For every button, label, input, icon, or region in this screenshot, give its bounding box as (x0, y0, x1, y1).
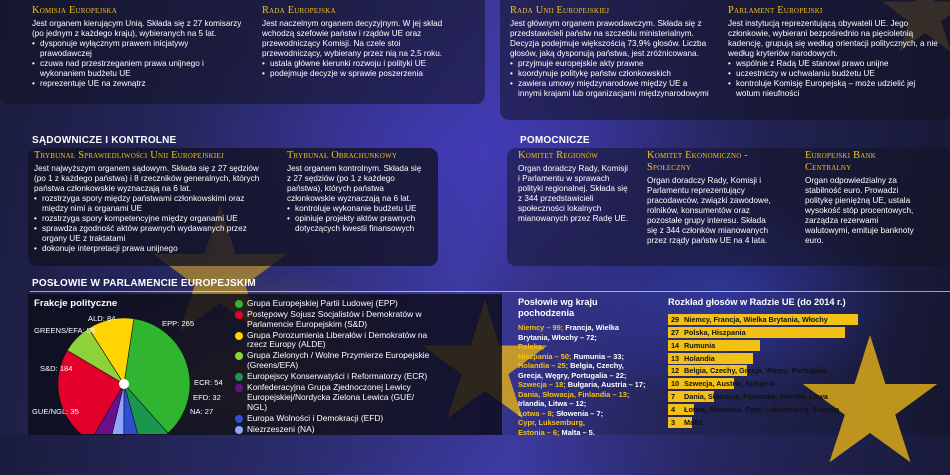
list-item: • uczestniczy w uchwalaniu budżetu UE (728, 69, 938, 79)
list-item: • przyjmuje europejskie akty prawne (510, 59, 710, 69)
votes-bar-13 (668, 353, 813, 364)
pie-label-epp: EPP: 265 (162, 319, 195, 328)
legend-swatch (235, 373, 243, 381)
commission-text: Jest organem kierującym Unią. Składa się z 27 komisarzy (po jednym z każdego kraju), wybieranych na 5 lat. (32, 18, 242, 38)
list-item: • koordynuje politykę państw członkowskich (510, 69, 710, 79)
ecosoc-title: Komitet Ekonomiczno -Społeczny (647, 150, 748, 173)
votes-count: 12 (671, 366, 680, 376)
legend-label: Europejscy Konserwatyści i Reformatorzy (ECR) (247, 371, 428, 382)
judicial-section-title: SĄDOWNICZE I KONTROLNE (32, 135, 177, 146)
auxiliary-section-title: POMOCNICZE (520, 135, 590, 146)
legend-label: Postępowy Sojusz Socjalistów i Demokratów w Parlamencie Europejskim (S&D) (247, 309, 422, 329)
members-highlight: Polska, (518, 342, 544, 352)
council-eu-text: Jest głównym organem prawodawczym. Składa się z przedstawicieli państw na szczeblu ministerialnym. Decyzja podejmuje większością 73,9% głosów. Liczba głosów, jaką dysponują państwa, jest zróżnicowana. (510, 18, 707, 58)
european-council-block (262, 5, 452, 79)
parliament-section-title: POSŁOWIE W PARLAMENCIE EUROPEJSKIM (32, 278, 256, 289)
members-title: Posłowie wg kraju pochodzenia (518, 297, 598, 319)
regions-block (518, 150, 630, 224)
votes-countries: Polska, Hiszpania (684, 328, 746, 338)
list-item: • czuwa nad przestrzeganiem prawa unijnego i wykonaniem budżetu UE (32, 59, 242, 79)
members-highlight: Cypr, Luksemburg, (518, 418, 585, 428)
list-item: • zawiera umowy międzynarodowe między UE a innymi krajami lub organizacjami międzynarodowymi (510, 79, 710, 99)
legend-label: Grupa Zielonych / Wolne Przymierze Europejskie (Greens/EFA) (247, 350, 430, 371)
audit-title: Trybunał Obrachunkowy (287, 150, 398, 161)
court-list (34, 194, 266, 254)
legend-item (235, 351, 435, 370)
list-item: • dokonuje interpretacji prawa unijnego (34, 244, 266, 254)
votes-bar-4 (668, 404, 840, 415)
members-text-part: Malta – 5. (559, 427, 595, 437)
votes-count: 27 (671, 328, 680, 338)
european-council-title: Rada Europejska (262, 5, 336, 16)
commission-list (32, 39, 242, 89)
votes-count: 7 (671, 392, 676, 402)
legend-item (235, 383, 435, 412)
legend-label: Europa Wolności i Demokracji (EFD) (247, 412, 384, 423)
votes-bars (668, 314, 950, 432)
list-item: • rozstrzyga spory kompetencyjne między organami UE (34, 214, 266, 224)
votes-count: 13 (671, 353, 680, 363)
members-highlight: Estonia – 6; (518, 427, 560, 437)
ecosoc-block (647, 150, 777, 246)
votes-count: 14 (671, 340, 680, 350)
votes-countries: Belgia, Czechy, Grecja, Węgry, Portugalia (684, 366, 828, 376)
members-highlight: Dania, Słowacja, Finlandia – 13; (518, 389, 630, 399)
members-highlight: Niemcy – 99; (518, 323, 564, 333)
list-item: • ustala główne kierunki rozwoju i polityki UE (262, 59, 452, 69)
votes-block (668, 297, 950, 432)
list-item: • podejmuje decyzje w sprawie poszerzenia (262, 69, 452, 79)
votes-title: Rozkład głosów w Radzie UE (do 2014 r.) (668, 297, 846, 307)
legend-item (235, 299, 435, 309)
fractions-title: Frakcje polityczne (34, 298, 118, 309)
legend-label: Grupa Porozumienia Liberałów i Demokratów na rzecz Europy (ALDE) (247, 329, 428, 350)
court-text: Jest najwyższym organem sądowym. Składa się z 27 sędziów (po 1 z każdego państwa) i 8 rzeczników generalnych, których państwa członkowskie wyznaczają na 6 lat. (34, 163, 260, 193)
votes-countries: Niemcy, Francja, Wielka Brytania, Włochy (684, 315, 828, 325)
parliament-list (728, 59, 938, 99)
members-highlight: Holandia – 25; (518, 361, 569, 371)
votes-countries: Holandia (684, 353, 715, 363)
european-council-text: Jest naczelnym organem decyzyjnym. W jej skład wchodzą szefowie państw i rządów UE oraz przewodniczący Komisji. Na czele stoi przewodniczący, wybierany przez nią na 2,5 roku. (262, 18, 443, 58)
ecb-block (805, 150, 925, 246)
votes-countries: Łotwa, Słowenia, Cypr, Luksemburg, Estonia (684, 404, 840, 414)
members-text (518, 323, 646, 437)
votes-countries: Dania, Słowacja, Finlandia, Irlandia, Litwa (684, 392, 828, 402)
parliament-title: Parlament Europejski (728, 5, 823, 16)
votes-bar-10 (668, 378, 794, 389)
audit-text: Jest organem kontrolnym. Składa się z 27 sędziów (po 1 z każdego państwa), których państwa członkowskie wyznaczają na 6 lat. (287, 163, 422, 203)
council-eu-title: Rada Unii Europejskiej (510, 5, 610, 16)
pie-label-sd: S&D: 184 (40, 364, 73, 373)
votes-bar-14 (668, 340, 820, 351)
members-text-part: Belgia, Czechy, (568, 361, 624, 371)
regions-text: Organ doradczy Rady, Komisji i Parlamentu w sprawach polityki regionalnej. Składa się z 344 przedstawicieli społeczności lokalnych mianowanych przez Radę UE. (518, 163, 629, 223)
list-item: • opiniuje projekty aktów prawnych dotyczących kwestii finansowych (287, 214, 427, 234)
section-divider (30, 291, 950, 292)
list-item: • rozstrzyga spory między państwami członkowskimi oraz między nimi a organami UE (34, 194, 266, 214)
pie-label-na: NA: 27 (190, 407, 214, 416)
votes-bar-3 (668, 417, 756, 428)
ecb-title: Europejski Bank Centralny (805, 150, 876, 173)
legend-item (235, 425, 435, 435)
legend-swatch (235, 311, 243, 319)
ecosoc-text: Organ doradczy Rady, Komisji i Parlamentu reprezentujący pracodawców, związki zawodowe, rolników, konsumentów oraz pozostałe grupy interesu. Składa się z 344 członków mianowanych przez rządy państw UE na 4 lata. (647, 175, 771, 245)
members-text-part: Grecja, Węgry, Portugalia – 22; (518, 370, 627, 380)
council-eu-block (510, 5, 710, 99)
legend-swatch (235, 415, 243, 423)
votes-bar-7 (668, 391, 828, 402)
parliament-block (728, 5, 938, 99)
list-item: • dysponuje wyłącznym prawem inicjatywy prawodawczej (32, 39, 242, 59)
legend-item (235, 331, 435, 350)
legend-label: Konfederacyjna Grupa Zjednoczonej Lewicy Europejskiej/Nordycka Zielona Lewica (GUE/ NGL) (247, 382, 415, 412)
court-block (34, 150, 266, 254)
members-text-part: Francja, Wielka (563, 323, 620, 333)
votes-countries: Szwecja, Austria, Bułgaria (684, 379, 775, 389)
parliament-text: Jest instytucją reprezentującą obywateli UE. Jego członkowie, wybierani bezpośrednio na pięcioletnią kadencję, grupują się według orientacji politycznych, a nie według kryteriów narodowych. (728, 18, 938, 58)
members-text-part: Rumunia – 33; (571, 351, 624, 361)
list-item: • wspólnie z Radą UE stanowi prawo unijne (728, 59, 938, 69)
members-highlight: Szwecja – 18; (518, 380, 566, 390)
members-text-part: Bułgaria, Austria – 17; (565, 380, 646, 390)
commission-title: Komisja Europejska (32, 5, 118, 16)
list-item: • sprawdza zgodność aktów prawnych wydawanych przez organy UE z traktatami (34, 224, 266, 244)
legend-label: Grupa Europejskiej Partii Ludowej (EPP) (247, 298, 398, 308)
votes-bar-29 (668, 314, 873, 325)
legend-swatch (235, 332, 243, 340)
legend-label: Niezrzeszeni (NA) (247, 423, 315, 434)
votes-countries: Rumunia (684, 340, 716, 350)
pie-label-gue: GUE/NGL: 35 (32, 407, 79, 416)
pie-label-greens: GREENS/EFA: 55 (34, 326, 96, 335)
legend-item (235, 310, 435, 329)
list-item: • reprezentuje UE na zewnątrz (32, 79, 242, 89)
fractions-legend (235, 299, 435, 436)
commission-block (32, 5, 242, 89)
votes-bar-12 (668, 365, 828, 376)
members-text-part: Słowenia – 7; (556, 408, 604, 418)
audit-list (287, 204, 427, 234)
pie-label-alde: ALD: 84 (88, 314, 116, 323)
votes-count: 10 (671, 379, 680, 389)
members-block (518, 297, 646, 437)
list-item: • kontroluje Komisję Europejską – może udzielić jej wotum nieufności (728, 79, 938, 99)
pie-center (119, 379, 129, 389)
legend-swatch (235, 384, 243, 392)
votes-count: 4 (671, 404, 676, 414)
pie-label-efd: EFD: 32 (193, 393, 221, 402)
members-highlight: Hiszpania – 50; (518, 351, 572, 361)
members-text-part: Irlandia, Litwa – 12; (518, 399, 587, 409)
court-title: Trybunał Sprawiedliwości Unii Europejskiej (34, 150, 224, 161)
european-council-list (262, 59, 452, 79)
pie-label-ecr: ECR: 54 (194, 378, 223, 387)
council-eu-list (510, 59, 710, 99)
votes-countries: Malta (684, 417, 703, 427)
members-text-part: Brytania, Włochy – 72; (518, 332, 597, 342)
members-highlight: Łotwa – 8; (518, 408, 555, 418)
list-item: • kontroluje wykonanie budżetu UE (287, 204, 427, 214)
legend-item (235, 372, 435, 382)
legend-swatch (235, 352, 243, 360)
legend-swatch (235, 426, 243, 434)
votes-count: 3 (671, 417, 676, 427)
legend-item (235, 414, 435, 424)
votes-count: 29 (671, 315, 680, 325)
legend-swatch (235, 300, 243, 308)
regions-title: Komitet Regionów (518, 150, 599, 161)
votes-bar-27 (668, 327, 873, 338)
ecb-text: Organ odpowiedzialny za stabilność euro. Prowadzi politykę pieniężną UE, ustala wysokość stóp procentowych, zarządza rezerwami walutowymi, emituje banknoty euro. (805, 175, 914, 245)
audit-block (287, 150, 427, 234)
